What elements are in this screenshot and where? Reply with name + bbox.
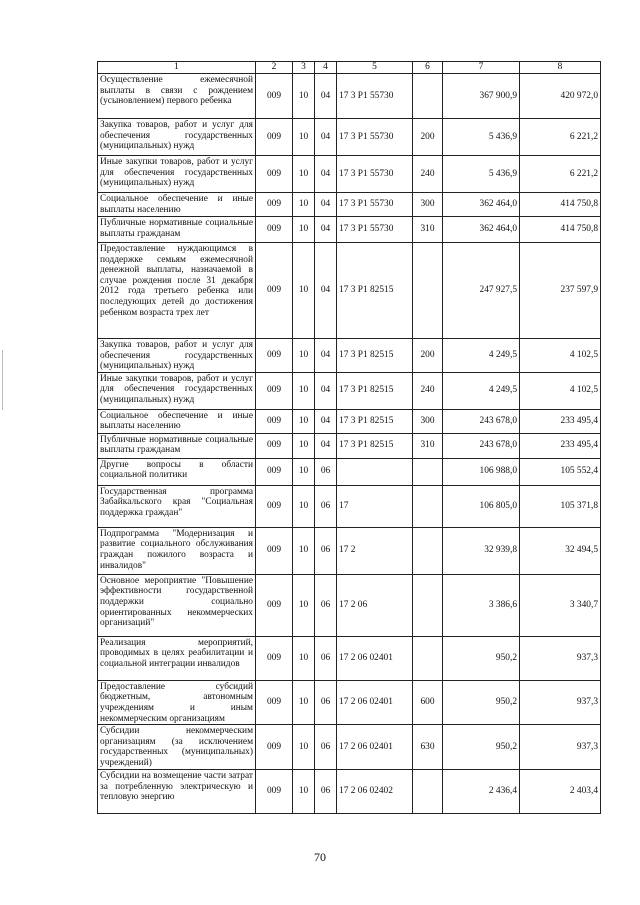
target-article-code <box>337 458 413 485</box>
amount-year-2: 4 102,5 <box>520 372 601 409</box>
subsection-code: 06 <box>315 725 337 770</box>
ministry-code: 009 <box>256 409 293 433</box>
row-name: Иные закупки товаров, работ и услуг для обеспечения государственных (муниципальных) нужд <box>98 372 256 409</box>
ministry-code: 009 <box>256 636 293 680</box>
row-name: Предоставление субсидий бюджетным, автономным учреждениям и иным некоммерческим организациям <box>98 680 256 724</box>
table-body <box>98 62 601 814</box>
expense-type-code <box>413 527 443 574</box>
column-number: 2 <box>256 62 293 74</box>
amount-year-1: 2 436,4 <box>443 770 520 814</box>
table-row <box>98 119 601 156</box>
subsection-code: 04 <box>315 156 337 193</box>
amount-year-1: 5 436,9 <box>443 119 520 156</box>
section-code: 10 <box>293 372 315 409</box>
section-code: 10 <box>293 725 315 770</box>
ministry-code: 009 <box>256 458 293 485</box>
section-code: 10 <box>293 574 315 636</box>
target-article-code: 17 2 06 02401 <box>337 725 413 770</box>
row-name: Закупка товаров, работ и услуг для обеспечения государственных (муниципальных) нужд <box>98 119 256 156</box>
table-row <box>98 74 601 119</box>
subsection-code: 04 <box>315 243 337 339</box>
subsection-code: 06 <box>315 458 337 485</box>
ministry-code: 009 <box>256 74 293 119</box>
ministry-code: 009 <box>256 725 293 770</box>
amount-year-1: 950,2 <box>443 725 520 770</box>
section-code: 10 <box>293 193 315 217</box>
column-number: 8 <box>520 62 601 74</box>
expense-type-code: 240 <box>413 156 443 193</box>
subsection-code: 04 <box>315 193 337 217</box>
section-code: 10 <box>293 433 315 458</box>
target-article-code: 17 <box>337 485 413 527</box>
ministry-code: 009 <box>256 527 293 574</box>
expense-type-code <box>413 74 443 119</box>
amount-year-1: 243 678,0 <box>443 433 520 458</box>
amount-year-1: 5 436,9 <box>443 156 520 193</box>
table-row <box>98 243 601 339</box>
row-name: Другие вопросы в области социальной политики <box>98 458 256 485</box>
section-code: 10 <box>293 636 315 680</box>
expense-type-code: 240 <box>413 372 443 409</box>
page-number: 70 <box>314 850 326 864</box>
target-article-code: 17 3 Р1 55730 <box>337 74 413 119</box>
target-article-code: 17 2 06 02401 <box>337 680 413 724</box>
row-name: Публичные нормативные социальные выплаты гражданам <box>98 433 256 458</box>
section-code: 10 <box>293 409 315 433</box>
amount-year-1: 950,2 <box>443 636 520 680</box>
amount-year-1: 367 900,9 <box>443 74 520 119</box>
amount-year-2: 937,3 <box>520 636 601 680</box>
target-article-code: 17 3 Р1 55730 <box>337 119 413 156</box>
row-name: Субсидии на возмещение части затрат за потребленную электрическую и тепловую энергию <box>98 770 256 814</box>
amount-year-1: 106 988,0 <box>443 458 520 485</box>
section-code: 10 <box>293 119 315 156</box>
subsection-code: 04 <box>315 433 337 458</box>
target-article-code: 17 3 Р1 55730 <box>337 193 413 217</box>
target-article-code: 17 3 Р1 82515 <box>337 409 413 433</box>
ministry-code: 009 <box>256 574 293 636</box>
expense-type-code <box>413 243 443 339</box>
amount-year-1: 247 927,5 <box>443 243 520 339</box>
row-name: Подпрограмма "Модернизация и развитие социального обслуживания граждан пожилого возраста и инвалидов" <box>98 527 256 574</box>
amount-year-2: 4 102,5 <box>520 339 601 373</box>
amount-year-1: 362 464,0 <box>443 193 520 217</box>
table-row <box>98 339 601 373</box>
amount-year-1: 106 805,0 <box>443 485 520 527</box>
subsection-code: 06 <box>315 574 337 636</box>
table-row <box>98 636 601 680</box>
ministry-code: 009 <box>256 217 293 243</box>
column-number: 5 <box>337 62 413 74</box>
row-name: Осуществление ежемесячной выплаты в связи с рождением (усыновлением) первого ребенка <box>98 74 256 119</box>
amount-year-1: 243 678,0 <box>443 409 520 433</box>
amount-year-2: 6 221,2 <box>520 119 601 156</box>
ministry-code: 009 <box>256 680 293 724</box>
subsection-code: 04 <box>315 339 337 373</box>
table-row <box>98 409 601 433</box>
expense-type-code: 200 <box>413 339 443 373</box>
target-article-code: 17 2 06 02401 <box>337 636 413 680</box>
expense-type-code <box>413 574 443 636</box>
amount-year-1: 3 386,6 <box>443 574 520 636</box>
amount-year-2: 105 371,8 <box>520 485 601 527</box>
ministry-code: 009 <box>256 433 293 458</box>
expense-type-code: 300 <box>413 193 443 217</box>
column-number: 1 <box>98 62 256 74</box>
ministry-code: 009 <box>256 156 293 193</box>
section-code: 10 <box>293 458 315 485</box>
table-row <box>98 725 601 770</box>
subsection-code: 06 <box>315 680 337 724</box>
amount-year-1: 4 249,5 <box>443 339 520 373</box>
expense-type-code <box>413 485 443 527</box>
section-code: 10 <box>293 243 315 339</box>
ministry-code: 009 <box>256 339 293 373</box>
subsection-code: 04 <box>315 119 337 156</box>
amount-year-2: 937,3 <box>520 725 601 770</box>
amount-year-2: 420 972,0 <box>520 74 601 119</box>
row-name: Публичные нормативные социальные выплаты гражданам <box>98 217 256 243</box>
amount-year-1: 4 249,5 <box>443 372 520 409</box>
row-name: Социальное обеспечение и иные выплаты населению <box>98 193 256 217</box>
row-name: Реализация мероприятий, проводимых в целях реабилитации и социальной интеграции инвалидов <box>98 636 256 680</box>
target-article-code: 17 3 Р1 55730 <box>337 217 413 243</box>
target-article-code: 17 2 06 02402 <box>337 770 413 814</box>
row-name: Основное мероприятие "Повышение эффективности государственной поддержки социально ориентированных некоммерческих организаций" <box>98 574 256 636</box>
subsection-code: 06 <box>315 636 337 680</box>
target-article-code: 17 3 Р1 82515 <box>337 243 413 339</box>
table-row <box>98 156 601 193</box>
ministry-code: 009 <box>256 193 293 217</box>
ministry-code: 009 <box>256 119 293 156</box>
target-article-code: 17 2 <box>337 527 413 574</box>
row-name: Социальное обеспечение и иные выплаты населению <box>98 409 256 433</box>
section-code: 10 <box>293 339 315 373</box>
expense-type-code <box>413 636 443 680</box>
section-code: 10 <box>293 680 315 724</box>
table-row <box>98 372 601 409</box>
expense-type-code: 200 <box>413 119 443 156</box>
column-number: 7 <box>443 62 520 74</box>
subsection-code: 04 <box>315 74 337 119</box>
column-number: 6 <box>413 62 443 74</box>
subsection-code: 06 <box>315 527 337 574</box>
table-row <box>98 527 601 574</box>
target-article-code: 17 3 Р1 55730 <box>337 156 413 193</box>
amount-year-2: 105 552,4 <box>520 458 601 485</box>
amount-year-2: 414 750,8 <box>520 217 601 243</box>
target-article-code: 17 2 06 <box>337 574 413 636</box>
table-row <box>98 217 601 243</box>
section-code: 10 <box>293 527 315 574</box>
section-code: 10 <box>293 485 315 527</box>
amount-year-2: 32 494,5 <box>520 527 601 574</box>
expense-type-code: 300 <box>413 409 443 433</box>
table-row <box>98 574 601 636</box>
ministry-code: 009 <box>256 770 293 814</box>
column-number-row <box>98 62 601 74</box>
amount-year-2: 414 750,8 <box>520 193 601 217</box>
table-row <box>98 433 601 458</box>
expense-type-code: 600 <box>413 680 443 724</box>
section-code: 10 <box>293 156 315 193</box>
expense-type-code: 630 <box>413 725 443 770</box>
expense-type-code <box>413 770 443 814</box>
table-row <box>98 458 601 485</box>
expense-type-code: 310 <box>413 217 443 243</box>
amount-year-2: 233 495,4 <box>520 433 601 458</box>
table-row <box>98 485 601 527</box>
row-name: Иные закупки товаров, работ и услуг для обеспечения государственных (муниципальных) нужд <box>98 156 256 193</box>
ministry-code: 009 <box>256 485 293 527</box>
target-article-code: 17 3 Р1 82515 <box>337 339 413 373</box>
expense-type-code <box>413 458 443 485</box>
budget-table <box>97 61 601 814</box>
section-code: 10 <box>293 74 315 119</box>
row-name: Субсидии некоммерческим организациям (за исключением государственных (муниципальных) учреждений) <box>98 725 256 770</box>
scan-margin-mark <box>2 350 3 410</box>
subsection-code: 04 <box>315 217 337 243</box>
amount-year-1: 362 464,0 <box>443 217 520 243</box>
amount-year-1: 32 939,8 <box>443 527 520 574</box>
column-number: 4 <box>315 62 337 74</box>
amount-year-2: 2 403,4 <box>520 770 601 814</box>
target-article-code: 17 3 Р1 82515 <box>337 372 413 409</box>
section-code: 10 <box>293 770 315 814</box>
amount-year-2: 3 340,7 <box>520 574 601 636</box>
subsection-code: 06 <box>315 485 337 527</box>
amount-year-2: 233 495,4 <box>520 409 601 433</box>
row-name: Государственная программа Забайкальского края "Социальная поддержка граждан" <box>98 485 256 527</box>
table-row <box>98 770 601 814</box>
section-code: 10 <box>293 217 315 243</box>
amount-year-1: 950,2 <box>443 680 520 724</box>
table-row <box>98 193 601 217</box>
subsection-code: 04 <box>315 372 337 409</box>
column-number: 3 <box>293 62 315 74</box>
expense-type-code: 310 <box>413 433 443 458</box>
amount-year-2: 237 597,9 <box>520 243 601 339</box>
subsection-code: 06 <box>315 770 337 814</box>
amount-year-2: 937,3 <box>520 680 601 724</box>
row-name: Закупка товаров, работ и услуг для обеспечения государственных (муниципальных) нужд <box>98 339 256 373</box>
ministry-code: 009 <box>256 243 293 339</box>
ministry-code: 009 <box>256 372 293 409</box>
table-row <box>98 680 601 724</box>
row-name: Предоставление нуждающимся в поддержке семьям ежемесячной денежной выплаты, назначаемой в случае рождения после 31 декабря 2012 года третьего ребенка или последующих детей до достижения ребенком возраста трех лет <box>98 243 256 339</box>
amount-year-2: 6 221,2 <box>520 156 601 193</box>
target-article-code: 17 3 Р1 82515 <box>337 433 413 458</box>
subsection-code: 04 <box>315 409 337 433</box>
